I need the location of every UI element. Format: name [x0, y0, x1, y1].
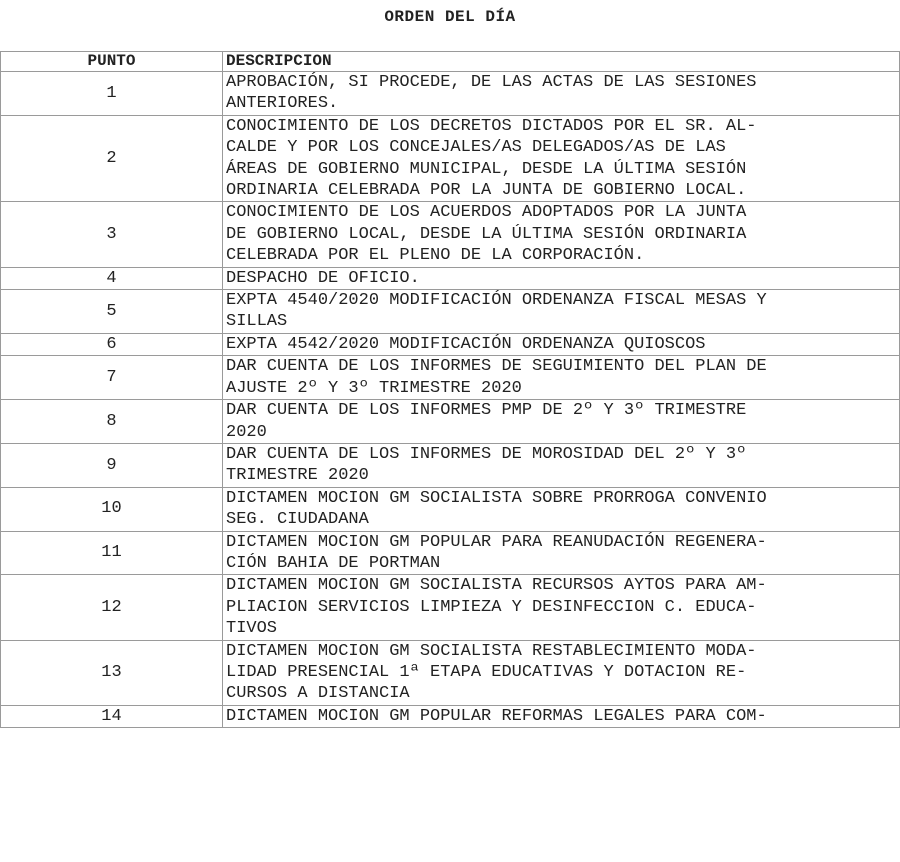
table-row — [1, 115, 900, 202]
punto-cell: 10 — [1, 487, 223, 531]
descripcion-cell: CONOCIMIENTO DE LOS DECRETOS DICTADOS POR EL SR. AL- CALDE Y POR LOS CONCEJALES/AS DELEGADOS/AS DE LAS ÁREAS DE GOBIERNO MUNICIPAL, DESDE LA ÚLTIMA SESIÓN ORDINARIA CELEBRADA POR LA JUNTA DE GOBIERNO LOCAL. — [223, 115, 900, 202]
column-header-descripcion: DESCRIPCION — [223, 52, 900, 72]
descripcion-cell: DICTAMEN MOCION GM SOCIALISTA SOBRE PRORROGA CONVENIO SEG. CIUDADANA — [223, 487, 900, 531]
punto-cell: 7 — [1, 356, 223, 400]
punto-cell: 9 — [1, 443, 223, 487]
punto-cell: 5 — [1, 290, 223, 334]
table-row — [1, 333, 900, 355]
table-row — [1, 400, 900, 444]
table-row — [1, 531, 900, 575]
table-row — [1, 290, 900, 334]
punto-cell: 14 — [1, 705, 223, 727]
punto-cell: 3 — [1, 202, 223, 267]
table-row — [1, 72, 900, 116]
descripcion-cell: DICTAMEN MOCION GM POPULAR REFORMAS LEGALES PARA COM- — [223, 705, 900, 727]
punto-cell: 8 — [1, 400, 223, 444]
table-row — [1, 640, 900, 705]
table-row — [1, 705, 900, 727]
punto-cell: 13 — [1, 640, 223, 705]
descripcion-cell: DESPACHO DE OFICIO. — [223, 267, 900, 289]
table-row — [1, 487, 900, 531]
document-title: ORDEN DEL DÍA — [384, 8, 516, 26]
descripcion-cell: CONOCIMIENTO DE LOS ACUERDOS ADOPTADOS POR LA JUNTA DE GOBIERNO LOCAL, DESDE LA ÚLTIMA SESIÓN ORDINARIA CELEBRADA POR EL PLENO DE LA CORPORACIÓN. — [223, 202, 900, 267]
table-row — [1, 443, 900, 487]
punto-cell: 11 — [1, 531, 223, 575]
descripcion-cell: DAR CUENTA DE LOS INFORMES DE MOROSIDAD DEL 2º Y 3º TRIMESTRE 2020 — [223, 443, 900, 487]
descripcion-cell: DICTAMEN MOCION GM SOCIALISTA RESTABLECIMIENTO MODA- LIDAD PRESENCIAL 1ª ETAPA EDUCATIVAS Y DOTACION RE- CURSOS A DISTANCIA — [223, 640, 900, 705]
descripcion-cell: EXPTA 4542/2020 MODIFICACIÓN ORDENANZA QUIOSCOS — [223, 333, 900, 355]
column-header-punto: PUNTO — [1, 52, 223, 72]
agenda-body — [1, 72, 900, 728]
table-row — [1, 575, 900, 640]
descripcion-cell: DAR CUENTA DE LOS INFORMES PMP DE 2º Y 3º TRIMESTRE 2020 — [223, 400, 900, 444]
punto-cell: 1 — [1, 72, 223, 116]
descripcion-cell: DICTAMEN MOCION GM SOCIALISTA RECURSOS AYTOS PARA AM- PLIACION SERVICIOS LIMPIEZA Y DESINFECCION C. EDUCA- TIVOS — [223, 575, 900, 640]
punto-cell: 12 — [1, 575, 223, 640]
punto-cell: 6 — [1, 333, 223, 355]
descripcion-cell: DICTAMEN MOCION GM POPULAR PARA REANUDACIÓN REGENERA- CIÓN BAHIA DE PORTMAN — [223, 531, 900, 575]
punto-cell: 4 — [1, 267, 223, 289]
table-row — [1, 202, 900, 267]
table-header-row — [1, 52, 900, 72]
descripcion-cell: EXPTA 4540/2020 MODIFICACIÓN ORDENANZA FISCAL MESAS Y SILLAS — [223, 290, 900, 334]
agenda-table — [0, 51, 900, 728]
punto-cell: 2 — [1, 115, 223, 202]
descripcion-cell: DAR CUENTA DE LOS INFORMES DE SEGUIMIENTO DEL PLAN DE AJUSTE 2º Y 3º TRIMESTRE 2020 — [223, 356, 900, 400]
table-row — [1, 356, 900, 400]
table-row — [1, 267, 900, 289]
descripcion-cell: APROBACIÓN, SI PROCEDE, DE LAS ACTAS DE LAS SESIONES ANTERIORES. — [223, 72, 900, 116]
